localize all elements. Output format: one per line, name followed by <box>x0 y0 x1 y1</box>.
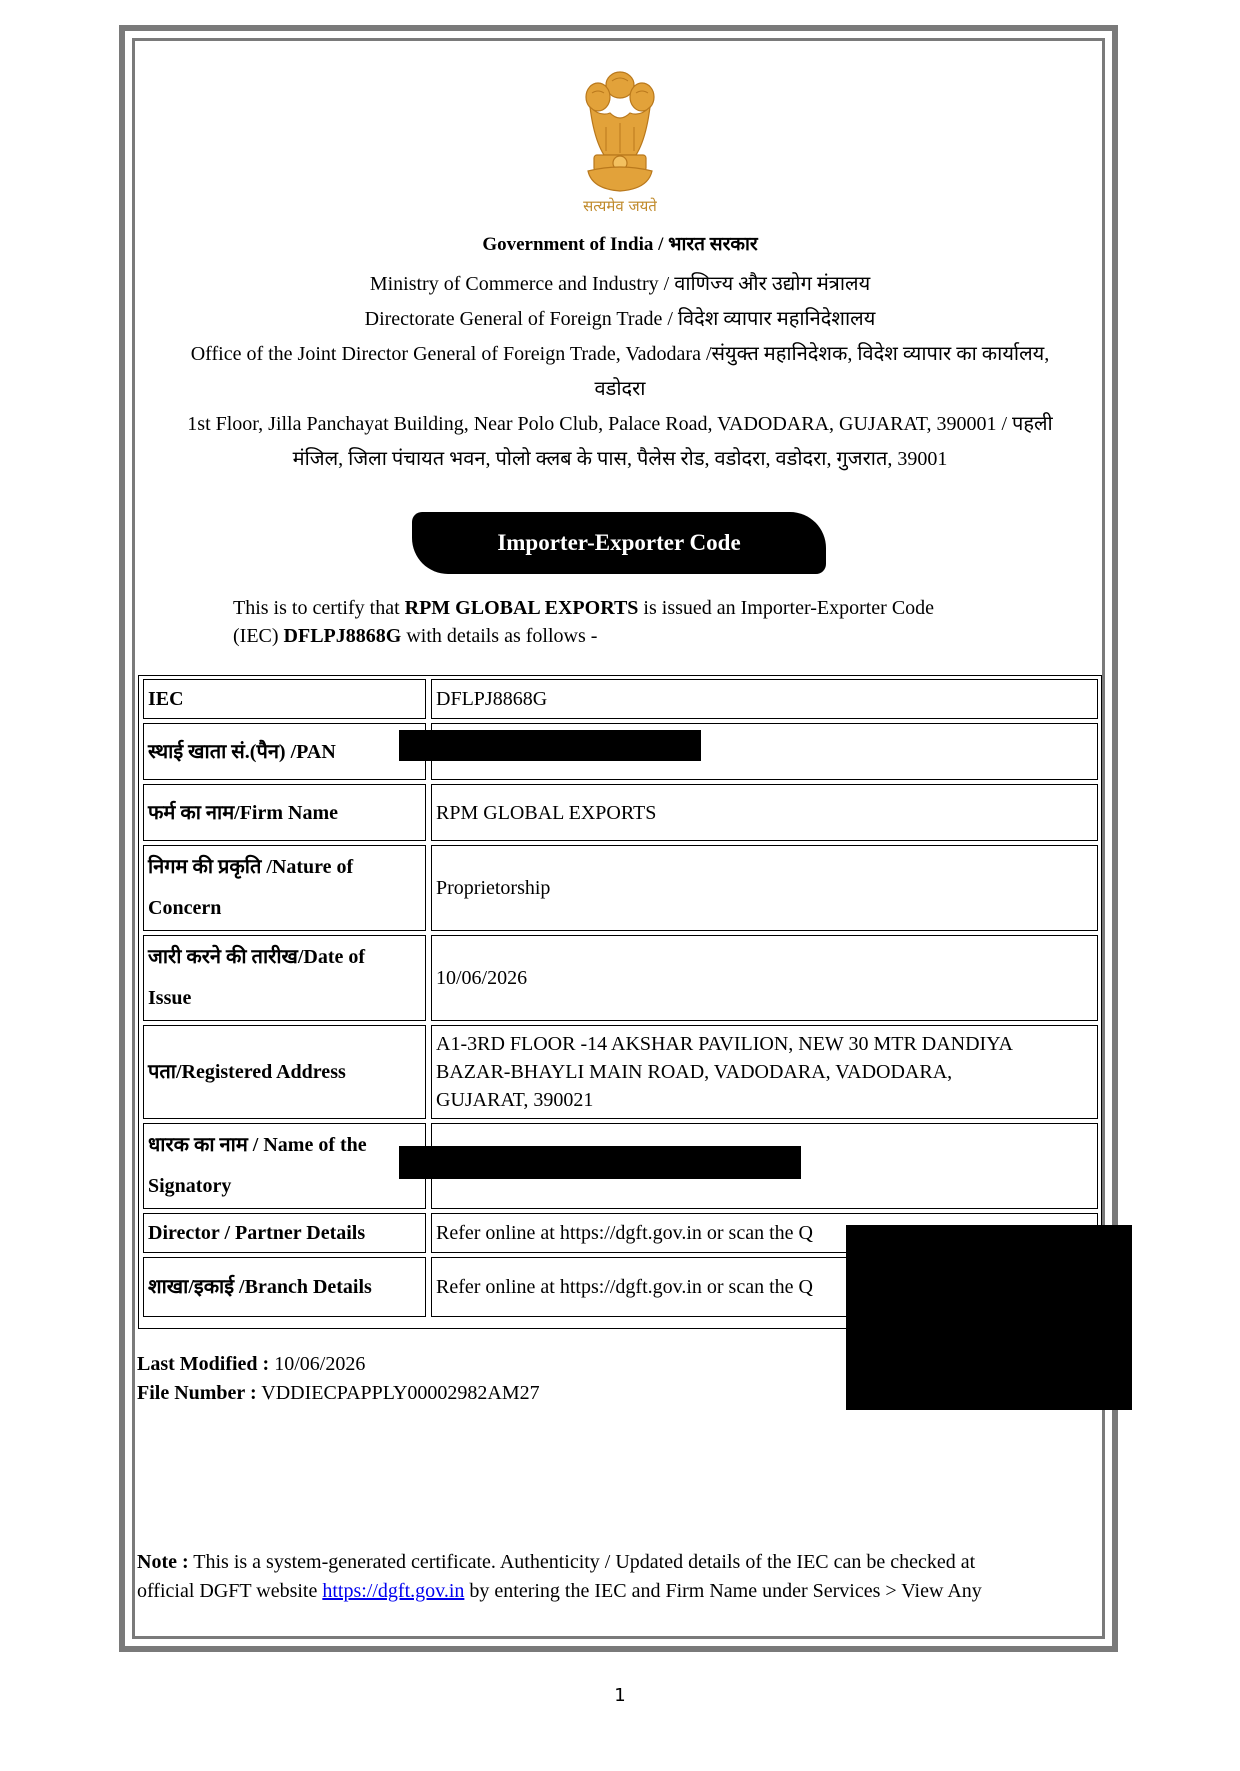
last-modified-label: Last Modified : <box>137 1353 270 1375</box>
certificate-title: Importer-Exporter Code <box>412 512 826 574</box>
cert-firm-name: RPM GLOBAL EXPORTS <box>404 597 639 619</box>
redaction-qr-code <box>846 1225 1132 1410</box>
note-text-1: This is a system-generated certificate. Authenticity / Updated details of the IEC can be checked at <box>188 1551 976 1573</box>
cert-iec: DFLPJ8868G <box>283 625 402 647</box>
redaction-signatory <box>399 1146 801 1179</box>
table-row-date <box>139 935 1101 1021</box>
table-row-nature <box>139 845 1101 931</box>
firm-value: RPM GLOBAL EXPORTS <box>436 801 657 824</box>
note-section <box>137 1548 1097 1606</box>
note-label: Note : <box>137 1551 189 1573</box>
footer-meta <box>137 1350 540 1408</box>
page-number: 1 <box>614 1685 626 1706</box>
date-label: जारी करने की तारीख/Date of Issue <box>148 946 366 1009</box>
table-row-firm <box>139 784 1101 841</box>
note-text-3: by entering the IEC and Firm Name under Services > View Any <box>464 1580 982 1602</box>
branch-label: शाखा/इकाई /Branch Details <box>148 1276 372 1298</box>
address-value: A1-3RD FLOOR -14 AKSHAR PAVILION, NEW 30 MTR DANDIYA BAZAR-BHAYLI MAIN ROAD, VADODARA, VADODARA, GUJARAT, 390021 <box>436 1033 1013 1111</box>
ashoka-emblem-icon <box>570 67 670 197</box>
government-title: Government of India / भारत सरकार <box>482 234 758 255</box>
address-line-1: 1st Floor, Jilla Panchayat Building, Near Polo Club, Palace Road, VADODARA, GUJARAT, 390001 / पहली <box>187 413 1053 435</box>
iec-value: DFLPJ8868G <box>436 688 548 710</box>
director-label: Director / Partner Details <box>148 1222 366 1244</box>
nature-label: निगम की प्रकृति /Nature of Concern <box>148 856 354 919</box>
table-row-iec <box>139 679 1101 719</box>
certificate-statement <box>233 594 1033 650</box>
office-line-1: Office of the Joint Director General of Foreign Trade, Vadodara /संयुक्त महानिदेशक, विदेश व्यापार का कार्यालय, <box>190 343 1050 365</box>
directorate-line: Directorate General of Foreign Trade / विदेश व्यापार महानिदेशालय <box>364 308 876 330</box>
address-label: पता/Registered Address <box>148 1061 346 1083</box>
file-number-label: File Number : <box>137 1382 257 1404</box>
iec-label: IEC <box>148 688 184 710</box>
last-modified-value: 10/06/2026 <box>269 1353 366 1375</box>
director-value: Refer online at https://dgft.gov.in or scan the Q <box>436 1222 813 1244</box>
cert-text-4: with details as follows - <box>401 625 598 647</box>
note-text-2: official DGFT website <box>137 1580 323 1602</box>
pan-label: स्थाई खाता सं.(पैन) /PAN <box>148 740 336 763</box>
signatory-label: धारक का नाम / Name of the Signatory <box>148 1134 367 1197</box>
emblem-motto: सत्यमेव जयते <box>583 197 657 215</box>
cert-text-1: This is to certify that <box>233 597 405 619</box>
cert-text-2: is issued an Importer-Exporter Code <box>638 597 935 619</box>
table-row-address <box>139 1025 1101 1119</box>
office-line-2: वडोदरा <box>594 378 646 400</box>
nature-value: Proprietorship <box>436 877 551 899</box>
branch-value: Refer online at https://dgft.gov.in or scan the Q <box>436 1276 813 1298</box>
dgft-link[interactable]: https://dgft.gov.in <box>322 1580 465 1602</box>
file-number-value: VDDIECPAPPLY00002982AM27 <box>256 1382 540 1404</box>
address-line-2: मंजिल, जिला पंचायत भवन, पोलो क्लब के पास, पैलेस रोड, वडोदरा, वडोदरा, गुजरात, 39001 <box>292 448 948 470</box>
date-value: 10/06/2026 <box>436 967 528 989</box>
cert-text-3: (IEC) <box>233 625 284 647</box>
ministry-line: Ministry of Commerce and Industry / वाणिज्य और उद्योग मंत्रालय <box>369 273 871 295</box>
redaction-pan <box>399 730 701 761</box>
firm-label: फर्म का नाम/Firm Name <box>148 801 339 824</box>
